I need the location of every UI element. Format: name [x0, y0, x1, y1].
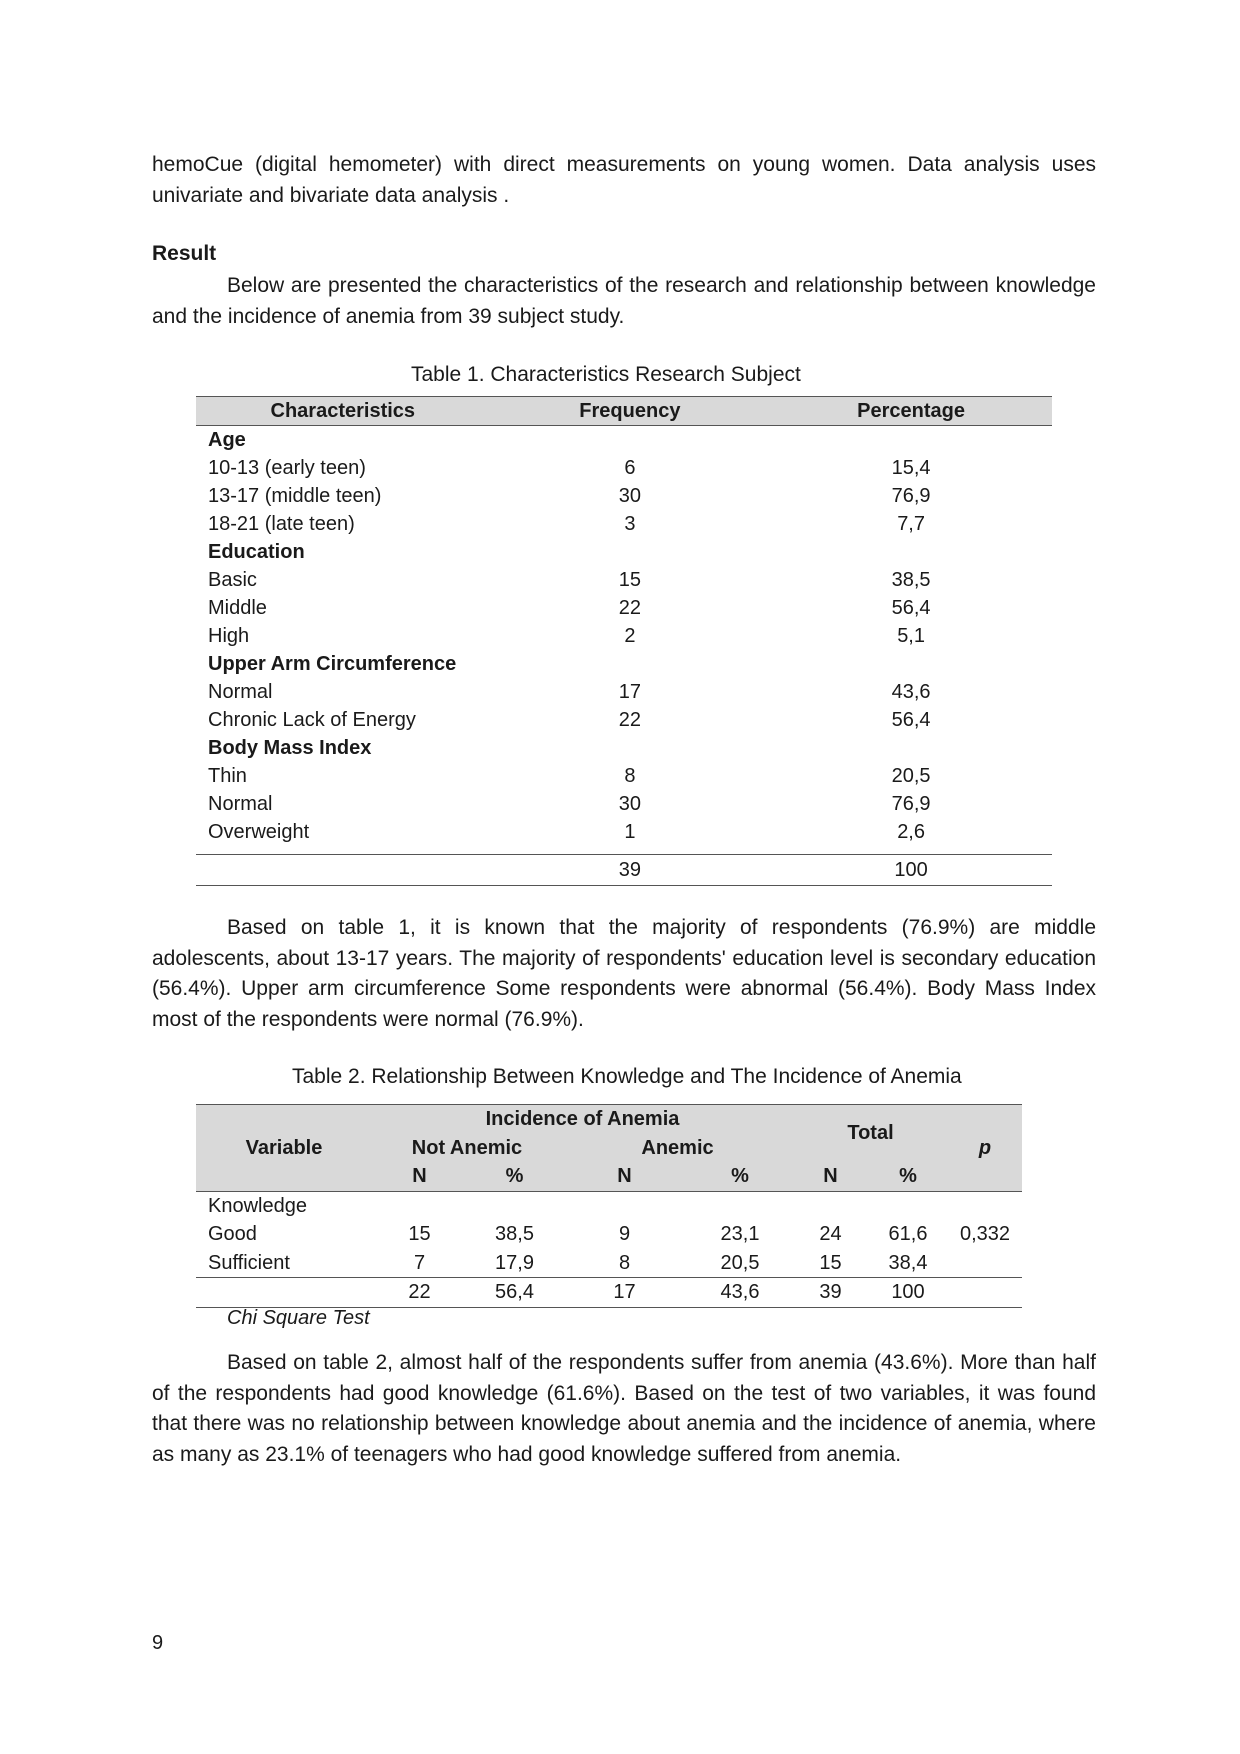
row-frequency: 22: [618, 597, 641, 619]
total-total-n: 39: [793, 1278, 868, 1308]
table2-header-n: N: [372, 1162, 467, 1191]
total-n: 15: [819, 1251, 842, 1274]
row-frequency: 6: [624, 457, 636, 479]
anemic-n: 8: [618, 1251, 631, 1274]
row-percentage: 76,9: [891, 793, 931, 815]
section-heading: Result: [152, 242, 217, 265]
table1-group-row: [196, 426, 1052, 455]
table-row: [196, 818, 1052, 846]
row-frequency: 8: [624, 765, 636, 787]
table-row: [196, 566, 1052, 594]
row-label: Basic: [208, 569, 257, 591]
total-anemic-pct: 43,6: [687, 1278, 793, 1308]
row-percentage: 7,7: [897, 513, 925, 535]
table-row: [196, 622, 1052, 650]
row-percentage: 5,1: [897, 625, 925, 647]
row-percentage: 20,5: [891, 765, 931, 787]
table2-header-p: p: [948, 1134, 1022, 1163]
table1-summary-paragraph: Based on table 1, it is known that the majority of respondents (76.9%) are middle adolescents, about 13-17 years. The majority of respondents' education level is secondary education (56.4%). Upper arm circumference Some respondents were abnormal (56.4%). Body Mass Index most of the respondents were normal (76.9%).: [152, 916, 1096, 1031]
row-frequency: 30: [618, 485, 641, 507]
table-row: [196, 790, 1052, 818]
total-not-anemic-n: 22: [372, 1278, 467, 1308]
not-anemic-n: 7: [413, 1251, 426, 1274]
table2-caption: Table 2. Relationship Between Knowledge and The Incidence of Anemia: [292, 1065, 962, 1088]
row-label: 10-13 (early teen): [208, 457, 366, 479]
row-label: High: [208, 625, 250, 647]
p-value: 0,332: [959, 1223, 1011, 1245]
table1-header-percentage: Percentage: [770, 397, 1052, 426]
table1-group-title: Upper Arm Circumference: [208, 653, 457, 675]
table2-header-pct: %: [687, 1162, 793, 1191]
table2-header-blank: [948, 1162, 1022, 1191]
total-percentage: 100: [770, 855, 1052, 886]
total-total-pct: 100: [868, 1278, 948, 1308]
row-percentage: 56,4: [891, 597, 931, 619]
table2-group-row: [196, 1191, 1022, 1220]
row-frequency: 1: [624, 821, 636, 843]
row-frequency: 17: [618, 681, 641, 703]
row-label: Sufficient: [208, 1251, 290, 1274]
table-row: [196, 454, 1052, 482]
not-anemic-pct: 38,5: [495, 1223, 534, 1245]
table2-header-pct: %: [467, 1162, 562, 1191]
row-label: Good: [208, 1223, 257, 1245]
total-pct: 61,6: [888, 1223, 928, 1245]
table2-header-row-3: [196, 1162, 1022, 1191]
row-frequency: 15: [618, 569, 641, 591]
row-frequency: 2: [624, 625, 636, 647]
table-row: [196, 482, 1052, 510]
table2-header-blank: [196, 1162, 372, 1191]
table2-header-not-anemic: Not Anemic: [372, 1134, 562, 1163]
row-label: 13-17 (middle teen): [208, 485, 382, 507]
table2-header-incidence: Incidence of Anemia: [372, 1105, 793, 1134]
table-row: [196, 594, 1052, 622]
total-not-anemic-pct: 56,4: [467, 1278, 562, 1308]
anemic-pct: 23,1: [720, 1223, 760, 1245]
table2-header-blank: [948, 1105, 1022, 1134]
anemic-pct: 20,5: [720, 1251, 760, 1274]
table-row: [196, 678, 1052, 706]
table1-caption: Table 1. Characteristics Research Subject: [411, 363, 801, 386]
not-anemic-pct: 17,9: [495, 1251, 534, 1274]
table2-header-variable: Variable: [196, 1134, 372, 1163]
table1: [196, 396, 1052, 886]
page-number: 9: [152, 1632, 164, 1654]
table2-header-n: N: [793, 1162, 868, 1191]
intro-paragraph: hemoCue (digital hemometer) with direct measurements on young women. Data analysis uses univariate and bivariate data analysis .: [152, 153, 1096, 207]
table2-header-blank: [196, 1105, 372, 1134]
row-percentage: 15,4: [891, 457, 931, 479]
anemic-n: 9: [618, 1223, 631, 1245]
table1-header-row: [196, 397, 1052, 426]
table1-group-row: [196, 734, 1052, 762]
table1-group-title: Age: [208, 429, 246, 451]
row-label: Normal: [208, 681, 273, 703]
table2-header-row-1: [196, 1105, 1022, 1134]
table1-total-row: [196, 855, 1052, 886]
row-percentage: 76,9: [891, 485, 931, 507]
table2-header-pct: %: [868, 1162, 948, 1191]
table-row: [196, 1249, 1022, 1278]
table1-group-title: Body Mass Index: [208, 737, 372, 759]
row-frequency: 22: [618, 709, 641, 731]
row-label: Thin: [208, 765, 247, 787]
table1-header-frequency: Frequency: [490, 397, 771, 426]
table2-header-n: N: [562, 1162, 687, 1191]
total-pct: 38,4: [888, 1251, 928, 1274]
row-percentage: 56,4: [891, 709, 931, 731]
total-n: 24: [819, 1223, 842, 1245]
row-frequency: 30: [618, 793, 641, 815]
table2-summary-paragraph: Based on table 2, almost half of the respondents suffer from anemia (43.6%). More than half of the respondents had good knowledge (61.6%). Based on the test of two variables, it was found that there was no relationship between knowledge about anemia and the incidence of anemia, where as many as 23.1% of teenagers who had good knowledge suffered from anemia.: [152, 1351, 1096, 1466]
table-row: [196, 1220, 1022, 1249]
row-percentage: 38,5: [891, 569, 931, 591]
table2-header-total: Total: [793, 1105, 948, 1163]
table2: [196, 1104, 1022, 1308]
row-label: Middle: [208, 597, 267, 619]
table1-group-title: Education: [208, 541, 305, 563]
table2-header-anemic: Anemic: [562, 1134, 793, 1163]
table2-group-label: Knowledge: [208, 1194, 307, 1217]
row-percentage: 43,6: [891, 681, 931, 703]
row-label: Normal: [208, 793, 273, 815]
row-frequency: 3: [624, 513, 636, 535]
row-label: Overweight: [208, 821, 310, 843]
row-label: 18-21 (late teen): [208, 513, 355, 535]
total-frequency: 39: [490, 855, 771, 886]
table1-spacer: [196, 846, 1052, 855]
table1-group-row: [196, 650, 1052, 678]
table2-note: Chi Square Test: [227, 1307, 370, 1329]
p-value: [948, 1249, 1022, 1278]
row-percentage: 2,6: [897, 821, 925, 843]
row-label: Chronic Lack of Energy: [208, 709, 416, 731]
total-anemic-n: 17: [562, 1278, 687, 1308]
table-row: [196, 706, 1052, 734]
table1-group-row: [196, 538, 1052, 566]
table-row: [196, 762, 1052, 790]
table1-header-characteristics: Characteristics: [196, 397, 490, 426]
table2-total-row: [196, 1278, 1022, 1308]
not-anemic-n: 15: [408, 1223, 431, 1245]
result-paragraph: Below are presented the characteristics of the research and relationship between knowledge and the incidence of anemia from 39 subject study.: [152, 274, 1096, 328]
table-row: [196, 510, 1052, 538]
